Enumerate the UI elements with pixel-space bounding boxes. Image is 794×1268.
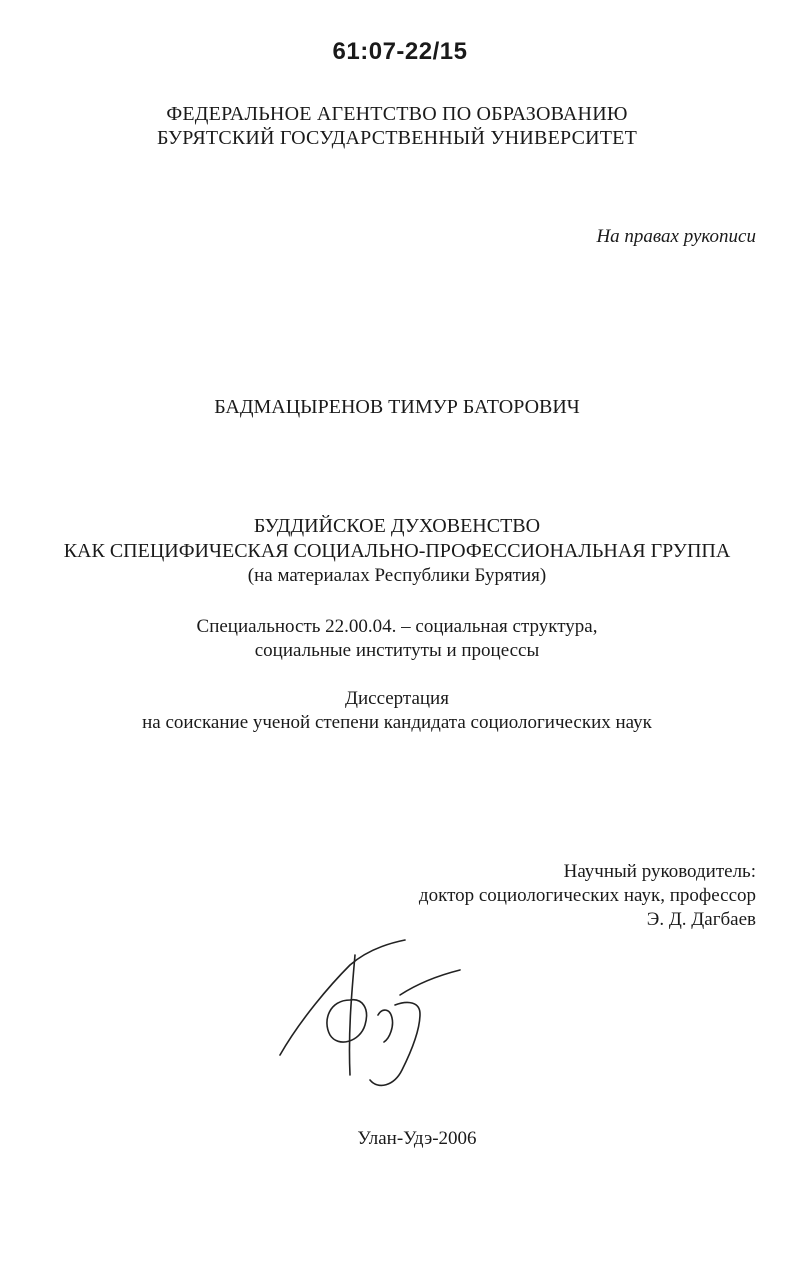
supervisor-title: доктор социологических наук, профессор	[418, 885, 756, 906]
title-subtitle: (на материалах Республики Бурятия)	[247, 565, 547, 586]
specialty-line-2: социальные институты и процессы	[254, 640, 540, 661]
dissertation-label: Диссертация	[345, 688, 449, 709]
university-name: БУРЯТСКИЙ ГОСУДАРСТВЕННЫЙ УНИВЕРСИТЕТ	[156, 127, 638, 149]
title-line-1: БУДДИЙСКОЕ ДУХОВЕНСТВО	[253, 515, 541, 537]
city-year: Улан-Удэ-2006	[357, 1128, 477, 1149]
manuscript-rights-note: На правах рукописи	[596, 226, 756, 247]
supervisor-name: Э. Д. Дагбаев	[646, 909, 756, 930]
supervisor-label: Научный руководитель:	[563, 861, 756, 882]
archive-stamp-number: 61:07-22/15	[332, 38, 468, 65]
dissertation-degree: на соискание ученой степени кандидата социологических наук	[142, 712, 652, 733]
handwritten-signature	[270, 930, 470, 1105]
author-name: БАДМАЦЫРЕНОВ ТИМУР БАТОРОВИЧ	[214, 396, 580, 418]
title-line-2: КАК СПЕЦИФИЧЕСКАЯ СОЦИАЛЬНО-ПРОФЕССИОНАЛЬНАЯ ГРУППА	[63, 540, 731, 562]
specialty-line-1: Специальность 22.00.04. – социальная структура,	[196, 616, 598, 637]
agency-name: ФЕДЕРАЛЬНОЕ АГЕНТСТВО ПО ОБРАЗОВАНИЮ	[166, 103, 628, 125]
